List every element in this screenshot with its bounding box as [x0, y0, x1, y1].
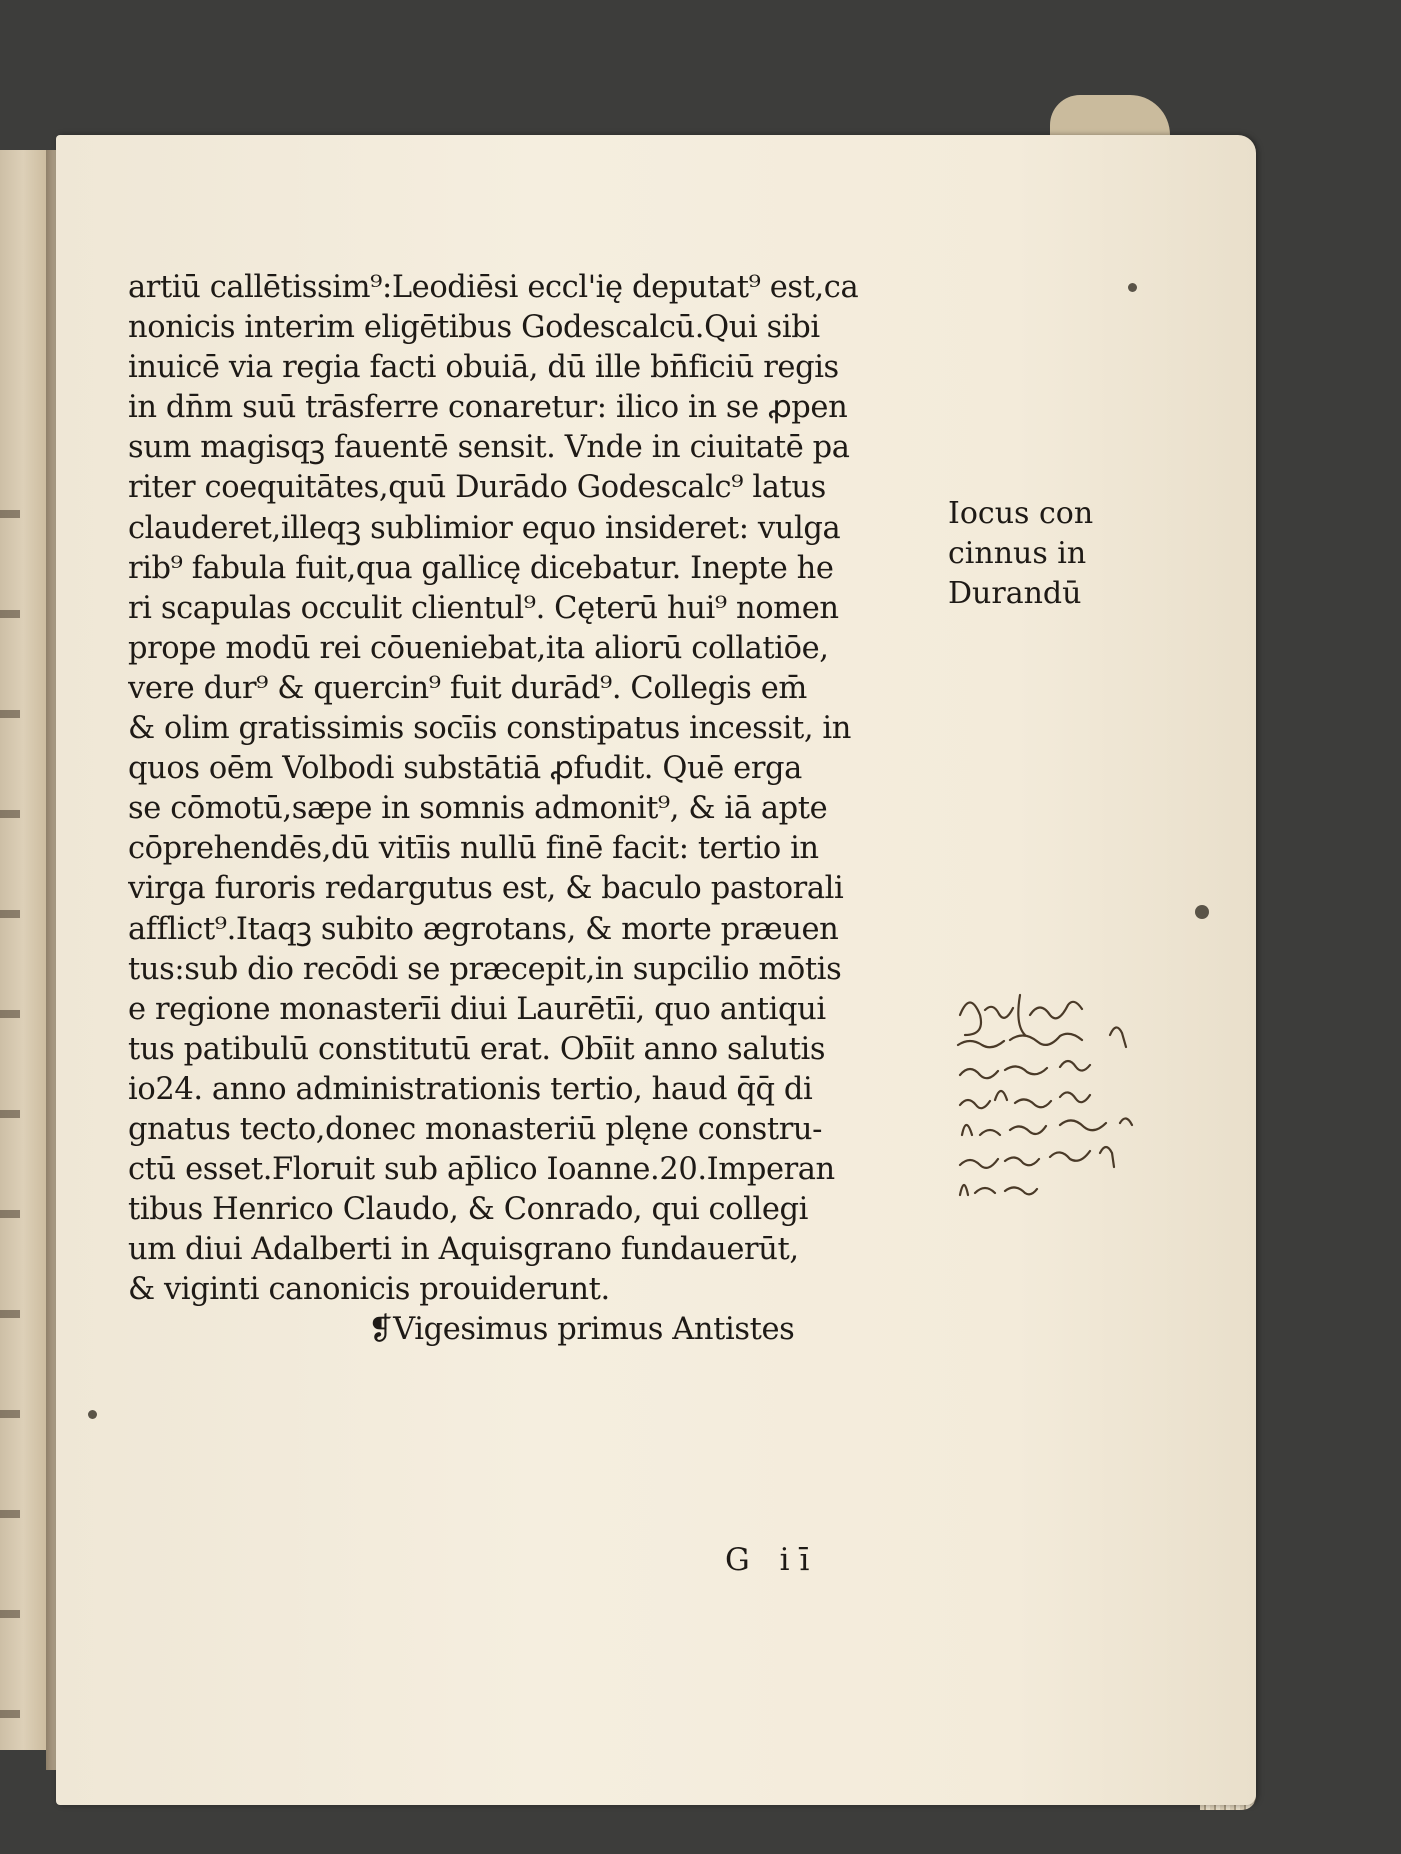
marginal-note: [948, 494, 1093, 614]
text-line: gnatus tecto,donec monasteriū plęne constru-: [128, 1111, 823, 1147]
text-line: virga furoris redargutus est, & baculo pastorali: [128, 871, 844, 907]
text-line: ri scapulas occulit clientul⁹. Cęterū hui⁹ nomen: [128, 590, 839, 626]
text-line: & olim gratissimis socīis constipatus incessit, in: [128, 711, 852, 747]
text-line: afflict⁹.Itaqꝫ subito ægrotans, & morte præuen: [128, 911, 839, 947]
text-line: riter coequitātes,quū Durādo Godescalc⁹ latus: [128, 470, 826, 506]
text-line: tus patibulū constitutū erat. Obīit anno salutis: [128, 1031, 826, 1067]
margin-dot: [1128, 283, 1137, 292]
margin-dot: [1195, 905, 1209, 919]
text-line: in dn̄m suū trāsferre conaretur: ilico in se ꝓpen: [128, 390, 848, 426]
main-text-block: [128, 268, 950, 1351]
text-line: tus:sub dio recōdi se præcepit,in supcilio mōtis: [128, 951, 842, 987]
text-line: ctū esset.Floruit sub ap̄lico Ioanne.20.Imperan: [128, 1152, 835, 1188]
text-line: se cōmotū,sæpe in somnis admonit⁹, & iā apte: [128, 791, 828, 827]
left-page-text-fragments: [0, 450, 20, 1750]
text-line: vere dur⁹ & quercin⁹ fuit durād⁹. Collegis em̄: [128, 670, 807, 706]
text-line: rib⁹ fabula fuit,qua gallicę dicebatur. Inepte he: [128, 550, 834, 586]
text-line: tibus Henrico Claudo, & Conrado, qui collegi: [128, 1192, 809, 1228]
handwritten-annotation: [950, 985, 1200, 1225]
marginal-note-line: Durandū: [948, 576, 1082, 611]
margin-dot: [88, 1410, 97, 1419]
text-line: um diui Adalberti in Aquisgrano fundauerūt,: [128, 1232, 799, 1268]
text-line: cōprehendēs,dū vitīis nullū finē facit: tertio in: [128, 831, 819, 867]
rubric-heading: ❡Vigesimus primus Antistes: [368, 1312, 795, 1348]
text-line: e regione monasterīi diui Laurētīi, quo antiqui: [128, 991, 826, 1027]
text-line: clauderet,illeqꝫ sublimior equo insideret: vulga: [128, 510, 841, 546]
text-line: io24. anno administrationis tertio, haud q̄q̄ di: [128, 1071, 813, 1107]
text-line: prope modū rei cōueniebat,ita aliorū collatiōe,: [128, 630, 829, 666]
text-line: & viginti canonicis prouiderunt.: [128, 1272, 610, 1308]
text-line: inuicē via regia facti obuiā, dū ille bn̄ficiū regis: [128, 350, 839, 386]
signature-mark: G iī: [725, 1542, 820, 1578]
marginal-note-line: Iocus con: [948, 496, 1094, 531]
text-line: artiū callētissim⁹:Leodiēsi eccl'ię deputat⁹ est,ca: [128, 270, 859, 305]
text-line: quos oēm Volbodi substātiā ꝓfudit. Quē erga: [128, 751, 802, 787]
marginal-note-line: cinnus in: [948, 536, 1087, 571]
text-line: nonicis interim eligētibus Godescalcū.Qui sibi: [128, 310, 820, 346]
text-line: sum magisqꝫ fauentē sensit. Vnde in ciuitatē pa: [128, 430, 850, 466]
